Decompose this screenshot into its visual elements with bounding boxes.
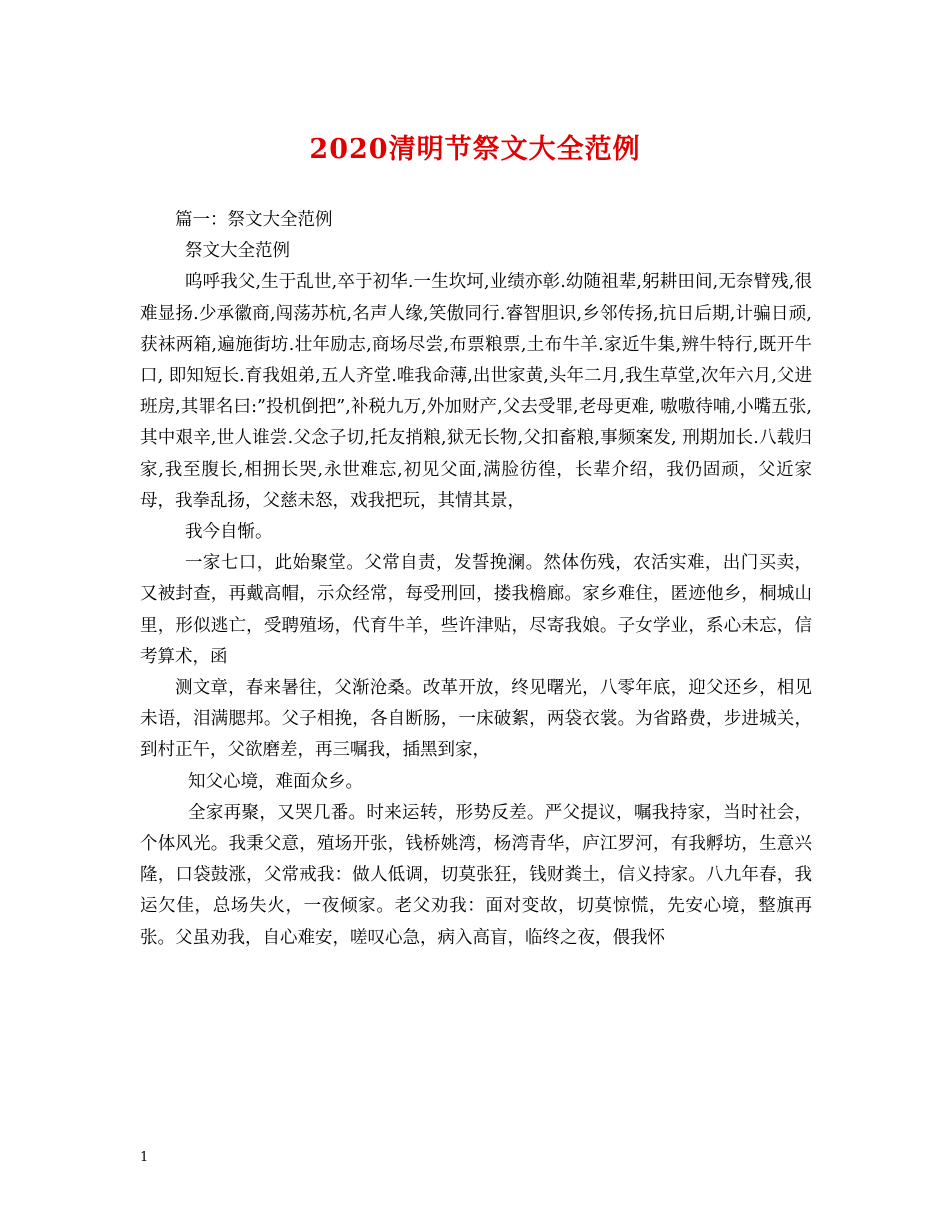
subsection-heading: 祭文大全范例: [185, 241, 290, 262]
paragraph: 一家七口，此始聚堂。父常自责，发誓挽澜。然体伤残，农活实难，出门买卖，又被封查，再戴高帽，示众经常，每受刑回，搂我檐廊。家乡难住，匿迹他乡，桐城山里，形似逃亡，受聘殖场，代育牛羊，些许津贴，尽寄我娘。子女学业，系心未忘，信考算术，函: [140, 553, 812, 667]
paragraph: 测文章，春来暑往，父渐沧桑。改革开放，终见曙光，八零年底，迎父还乡，相见未语，泪满腮邦。父子相挽，各自断肠，一床破絮，两袋衣裳。为省路费，步进城关，到村正午，父欲磨差，再三嘱我，插黑到家，: [140, 678, 812, 761]
paragraph: 我今自惭。: [185, 522, 273, 543]
paragraph: 知父心境，难面众乡。: [188, 771, 363, 792]
paragraph: 全家再聚，又哭几番。时来运转，形势反差。严父提议，嘱我持家，当时社会，个体风光。我秉父意，殖场开张，钱桥姚湾，杨湾青华，庐江罗河，有我孵坊，生意兴隆，口袋鼓涨，父常戒我：做人低调，切莫张狂，钱财粪土，信义持家。八九年春，我运欠佳，总场失火，一夜倾家。老父劝我：面对变故，切莫惊慌，先安心境，整旗再张。父虽劝我，自心难安，嗟叹心急，病入高盲，临终之夜，偎我怀: [140, 802, 812, 948]
page-number: 1: [140, 1150, 149, 1165]
paragraph: 呜呼我父,生于乱世,卒于初华.一生坎坷,业绩亦彰.幼随祖辈,躬耕田间,无奈臂残,很难显扬.少承徽商,闯荡苏杭,名声人缘,笑傲同行.睿智胆识,乡邻传扬,抗日后期,计骗日顽,获袜两箱,遍施街坊.壮年励志,商场尽尝,布票粮票,土布牛羊.家近牛集,辨牛特行,既开牛口, 即知短长.育我姐弟,五人齐堂.唯我命薄,出世家黄,头年二月,我生草堂,次年六月,父进班房,其罪名曰:”投机倒把”,补税九万,外加财产,父去受罪,老母更难, 嗷嗷待哺,小嘴五张,其中艰辛,世人谁尝.父念子切,托友捎粮,狱无长物,父扣畜粮,事频案发, 刑期加长.八载归家,我至腹长,相拥长哭,永世难忘,初见父面,满脸彷徨，长辈介绍，我仍固顽，父近家母，我拳乱扬，父慈未怒，戏我把玩，其情其景，: [140, 272, 812, 511]
section-heading: 篇一：祭文大全范例: [175, 210, 333, 230]
document-title: 2020清明节祭文大全范例: [309, 134, 641, 165]
document-body: [140, 205, 812, 954]
